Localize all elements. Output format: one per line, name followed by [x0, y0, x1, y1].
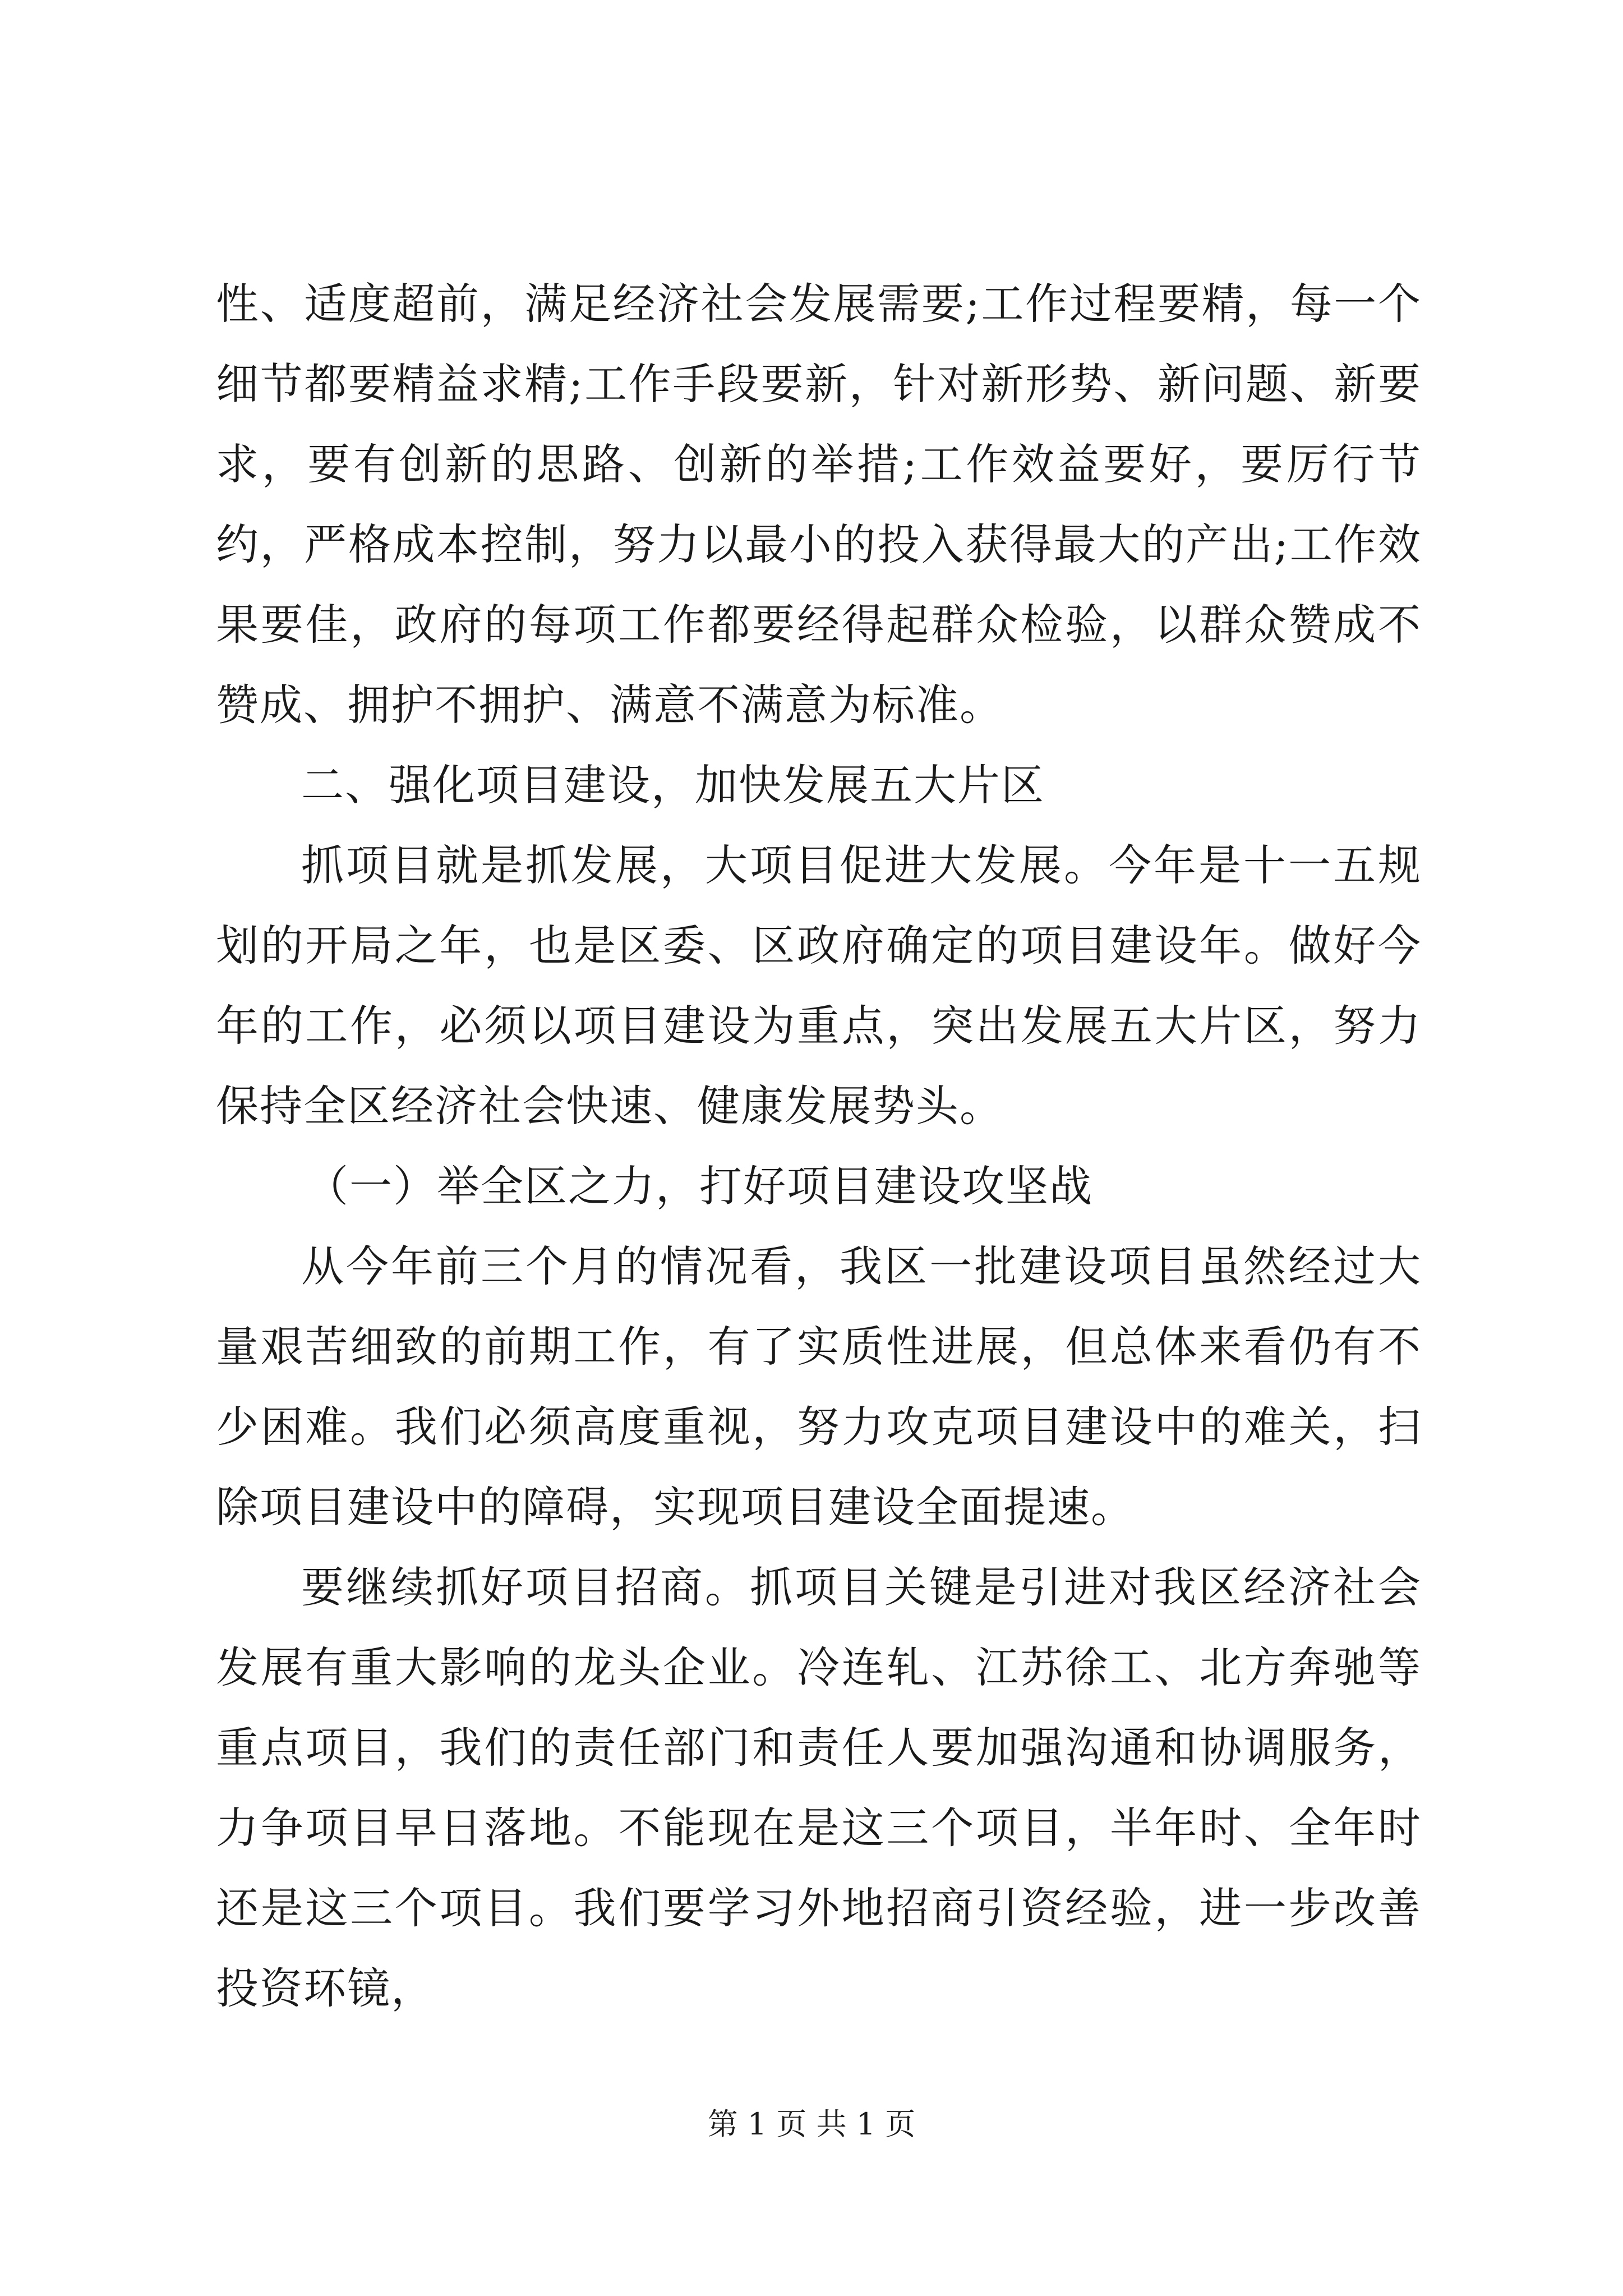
document-body — [216, 264, 1422, 2028]
subsection-heading: （一）举全区之力，打好项目建设攻坚战 — [306, 1161, 1093, 1211]
paragraph: 要继续抓好项目招商。抓项目关键是引进对我区经济社会发展有重大影响的龙头企业。冷连轧、江苏徐工、北方奔驰等重点项目，我们的责任部门和责任人要加强沟通和协调服务，力争项目早日落地。不能现在是这三个项目，半年时、全年时还是这三个项目。我们要学习外地招商引资经验，进一步改善投资环镜， — [216, 1562, 1422, 2013]
page-footer: 第 1 页 共 1 页 — [707, 2106, 916, 2142]
paragraph: 从今年前三个月的情况看，我区一批建设项目虽然经过大量艰苦细致的前期工作，有了实质性进展，但总体来看仍有不少困难。我们必须高度重视，努力攻克项目建设中的难关，扫除项目建设中的障碍，实现项目建设全面提速。 — [216, 1241, 1422, 1532]
section-heading: 二、强化项目建设，加快发展五大片区 — [301, 760, 1045, 810]
paragraph: 抓项目就是抓发展，大项目促进大发展。今年是十一五规划的开局之年，也是区委、区政府确定的项目建设年。做好今年的工作，必须以项目建设为重点，突出发展五大片区，努力保持全区经济社会快速、健康发展势头。 — [216, 840, 1422, 1131]
paragraph-continuation: 性、适度超前，满足经济社会发展需要;工作过程要精，每一个细节都要精益求精;工作手段要新，针对新形势、新问题、新要求，要有创新的思路、创新的举措;工作效益要好，要厉行节约，严格成本控制，努力以最小的投入获得最大的产出;工作效果要佳，政府的每项工作都要经得起群众检验，以群众赞成不赞成、拥护不拥护、满意不满意为标准。 — [216, 279, 1422, 730]
